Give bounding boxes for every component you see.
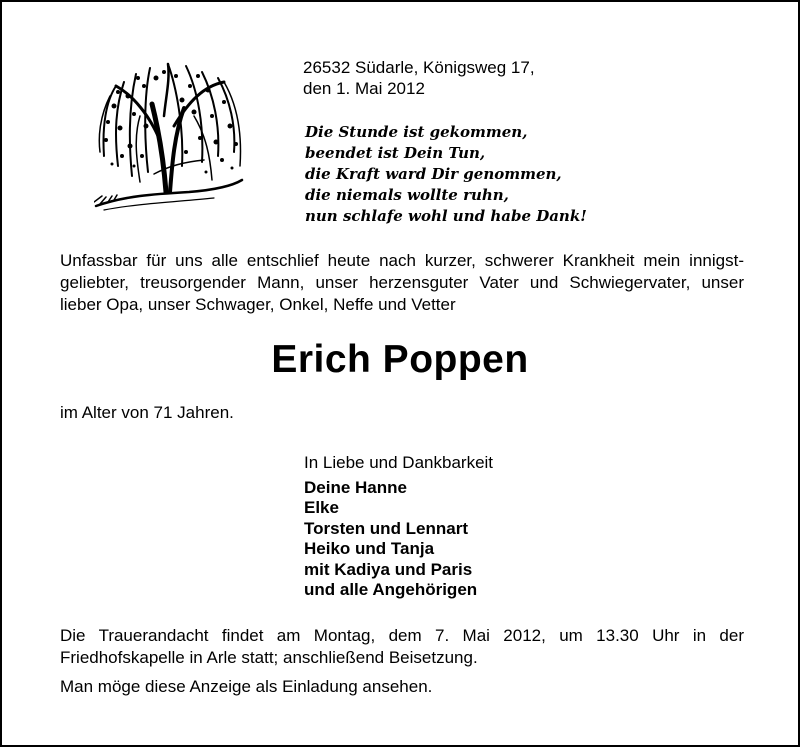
service-details xyxy=(60,625,744,669)
place-and-date xyxy=(303,57,535,99)
service-line: Die Trauerandacht findet am Montag, dem 7. Mai 2012, um 13.30 Uhr in der xyxy=(60,626,744,645)
mourner-name: Torsten und Lennart xyxy=(304,518,469,538)
weeping-willow-icon xyxy=(94,56,244,216)
poem-line: die niemals wollte ruhn, xyxy=(305,186,509,204)
service-line: Friedhofskapelle in Arle statt; anschließend Beisetzung. xyxy=(60,648,478,667)
memorial-poem xyxy=(305,122,587,227)
address-line: 26532 Südarle, Königsweg 17, xyxy=(303,58,535,77)
date-line: den 1. Mai 2012 xyxy=(303,79,425,98)
mourner-name: Elke xyxy=(304,498,339,518)
mourners-list xyxy=(304,478,477,600)
poem-line: nun schlafe wohl und habe Dank! xyxy=(305,207,587,225)
mourner-name: Heiko und Tanja xyxy=(304,539,435,559)
poem-line: Die Stunde ist gekommen, xyxy=(305,123,528,141)
invitation-note: Man möge diese Anzeige als Einladung ansehen. xyxy=(60,677,433,696)
poem-line: die Kraft ward Dir genommen, xyxy=(305,165,562,183)
mourner-name: mit Kadiya und Paris xyxy=(304,559,473,579)
poem-line: beendet ist Dein Tun, xyxy=(305,144,486,162)
deceased-age: im Alter von 71 Jahren. xyxy=(60,403,234,422)
intro-line: lieber Opa, unser Schwager, Onkel, Neffe und Vetter xyxy=(60,295,456,314)
mourner-name: Deine Hanne xyxy=(304,478,407,497)
intro-line: geliebter, treusorgender Mann, unser herzensguter Vater und Schwiegervater, unser xyxy=(60,273,744,292)
mourner-name: und alle Angehörigen xyxy=(304,580,478,600)
intro-line: Unfassbar für uns alle entschlief heute nach kurzer, schwerer Krankheit mein innigst- xyxy=(60,251,744,270)
deceased-name: Erich Poppen xyxy=(271,338,529,381)
closing-phrase: In Liebe und Dankbarkeit xyxy=(304,453,494,472)
intro-paragraph xyxy=(60,250,744,316)
